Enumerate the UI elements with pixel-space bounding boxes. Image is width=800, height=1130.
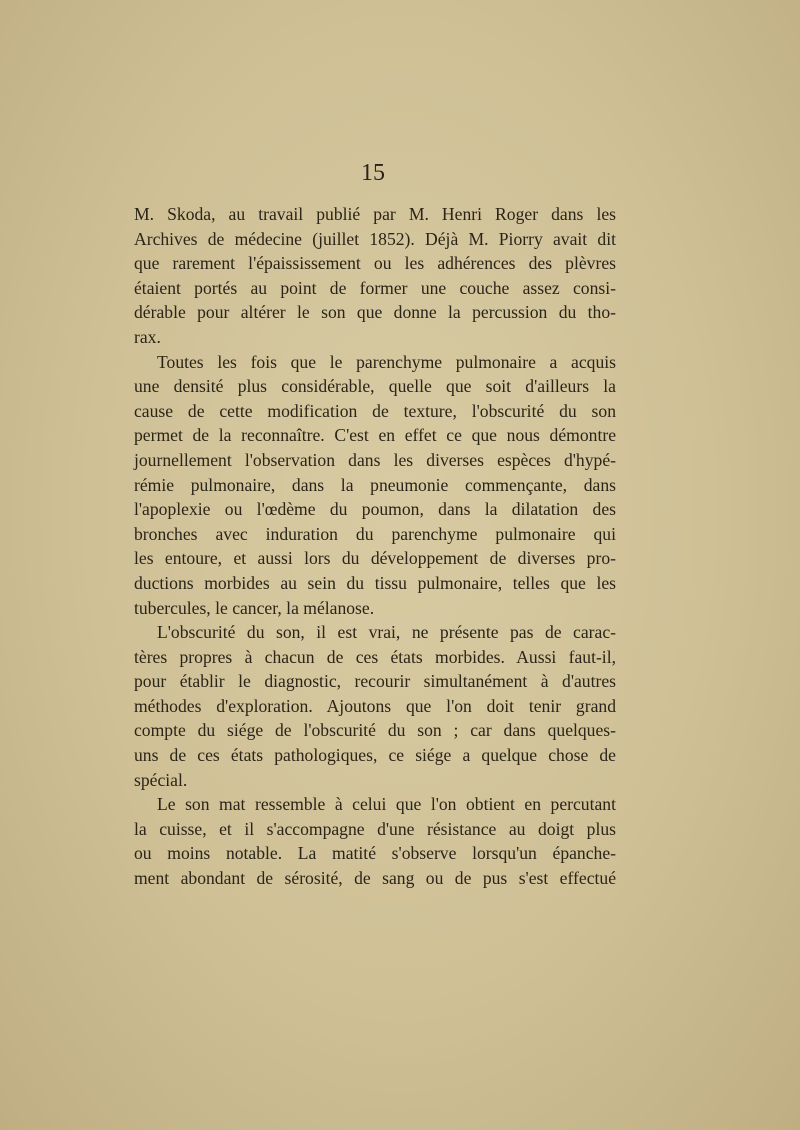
text-line: rax.: [134, 326, 161, 347]
body-text: [134, 202, 616, 891]
text-line: ductions morbides au sein du tissu pulmonaire, telles que les: [134, 572, 616, 593]
text-line: L'obscurité du son, il est vrai, ne présente pas de carac-: [157, 622, 616, 643]
text-line: cause de cette modification de texture, l'obscurité du son: [134, 400, 616, 421]
text-line: permet de la reconnaître. C'est en effet ce que nous démontre: [134, 425, 616, 446]
text-line: Le son mat ressemble à celui que l'on obtient en percutant: [157, 794, 616, 815]
text-line: M. Skoda, au travail publié par M. Henri Roger dans les: [134, 204, 616, 224]
text-line: les entoure, et aussi lors du développement de diverses pro-: [134, 548, 616, 569]
text-line: uns de ces états pathologiques, ce siége a quelque chose de: [134, 745, 616, 766]
text-line: tères propres à chacun de ces états morbides. Aussi faut-il,: [134, 646, 616, 667]
text-line: étaient portés au point de former une couche assez consi-: [134, 277, 616, 298]
text-line: bronches avec induration du parenchyme pulmonaire qui: [134, 523, 616, 544]
page-number: 15: [361, 160, 385, 186]
text-line: méthodes d'exploration. Ajoutons que l'on doit tenir grand: [134, 695, 616, 716]
text-line: l'apoplexie ou l'œdème du poumon, dans la dilatation des: [134, 499, 616, 520]
paragraph: [134, 202, 616, 350]
text-line: dérable pour altérer le son que donne la percussion du tho-: [134, 302, 616, 323]
text-line: la cuisse, et il s'accompagne d'une résistance au doigt plus: [134, 818, 616, 839]
paragraph: [134, 620, 616, 792]
text-line: spécial.: [134, 769, 188, 790]
text-line: que rarement l'épaississement ou les adhérences des plèvres: [134, 253, 616, 274]
text-line: tubercules, le cancer, la mélanose.: [134, 597, 375, 618]
text-line: Toutes les fois que le parenchyme pulmonaire a acquis: [157, 351, 616, 372]
text-line: ou moins notable. La matité s'observe lorsqu'un épanche-: [134, 843, 616, 864]
text-line: compte du siége de l'obscurité du son ; car dans quelques-: [134, 720, 616, 741]
text-line: une densité plus considérable, quelle que soit d'ailleurs la: [134, 376, 616, 397]
paragraph: [134, 792, 616, 890]
paragraph: [134, 350, 616, 621]
text-line: ment abondant de sérosité, de sang ou de pus s'est effectué: [134, 868, 616, 889]
text-line: pour établir le diagnostic, recourir simultanément à d'autres: [134, 671, 616, 692]
text-line: rémie pulmonaire, dans la pneumonie commençante, dans: [134, 474, 616, 495]
text-line: journellement l'observation dans les diverses espèces d'hypé-: [134, 449, 616, 470]
text-line: Archives de médecine (juillet 1852). Déjà M. Piorry avait dit: [134, 228, 616, 249]
